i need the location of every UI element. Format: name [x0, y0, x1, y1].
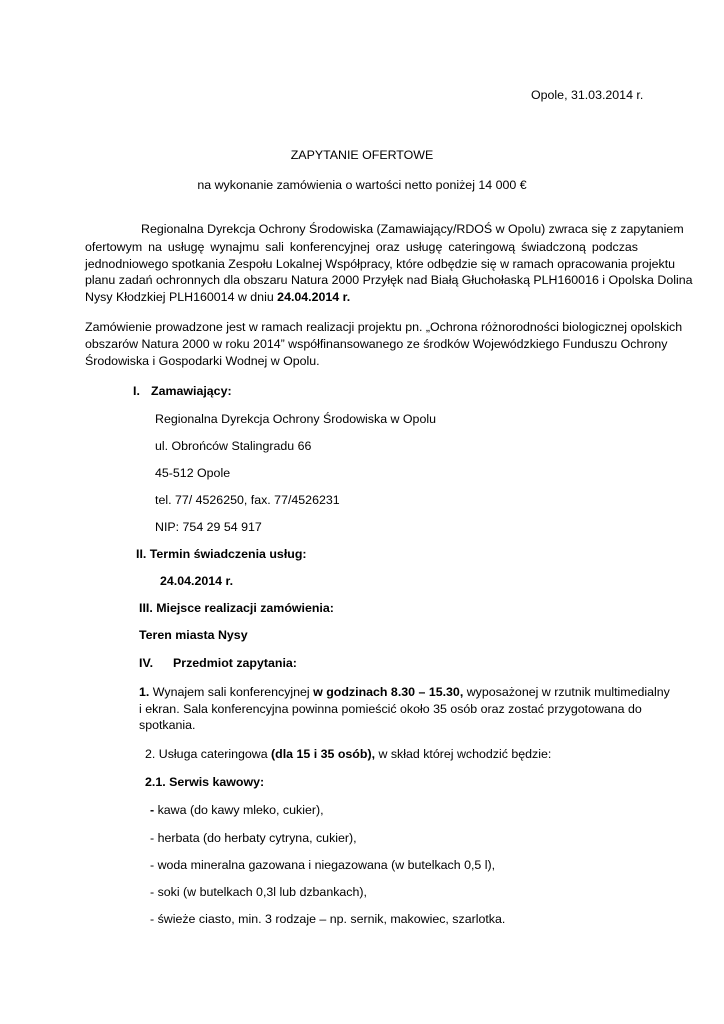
item-1-hours: w godzinach 8.30 – 15.30,	[313, 685, 464, 699]
project-line: Zamówienie prowadzone jest w ramach realizacji projektu pn. „Ochrona różnorodności biologicznej opolskich	[85, 320, 683, 334]
orderer-street: ul. Obrońców Stalingradu 66	[155, 439, 312, 453]
coffee-item-text: kawa (do kawy mleko, cukier),	[157, 803, 324, 817]
coffee-item	[150, 803, 324, 818]
document-subtitle: na wykonanie zamówienia o wartości netto poniżej 14 000 €	[197, 178, 527, 192]
service-date: 24.04.2014 r.	[160, 574, 234, 588]
item-2-1-heading: 2.1. Serwis kawowy:	[145, 775, 265, 789]
section-4-heading: Przedmiot zapytania:	[173, 656, 297, 670]
project-line: Środowiska i Gospodarki Wodnej w Opolu.	[85, 354, 320, 368]
intro-line: planu zadań ochronnych dla obszaru Natura 2000 Przyłęk nad Białą Głuchołaską PLH160016 i Opolska Dolina	[85, 273, 693, 287]
coffee-item: - herbata (do herbaty cytryna, cukier),	[150, 831, 357, 845]
intro-text: Nysy Kłodzkiej PLH160014 w dniu	[85, 290, 278, 304]
coffee-item: - woda mineralna gazowana i niegazowana (w butelkach 0,5 l),	[150, 858, 496, 872]
item-1-text: wyposażonej w rzutnik multimedialny	[463, 685, 670, 699]
item-2-line	[145, 747, 551, 762]
document-title: ZAPYTANIE OFERTOWE	[290, 148, 434, 162]
item-1-line: i ekran. Sala konferencyjna powinna pomieścić około 35 osób oraz zostać przygotowana do	[139, 702, 642, 716]
item-1-number: 1.	[139, 685, 150, 699]
section-1-numeral: I.	[133, 384, 140, 398]
section-4-numeral: IV.	[139, 656, 154, 670]
section-3-heading: III. Miejsce realizacji zamówienia:	[139, 601, 334, 615]
item-2-text: 2. Usługa cateringowa	[145, 747, 272, 761]
project-line: obszarów Natura 2000 w roku 2014” współfinansowanego ze środków Wojewódzkiego Funduszu Ochrony	[85, 337, 668, 351]
intro-line: ofertowym na usługę wynajmu sali konferencyjnej oraz usługę cateringową świadczoną podczas	[85, 240, 638, 254]
item-2-text: w skład której wchodzić będzie:	[375, 747, 552, 761]
orderer-phone: tel. 77/ 4526250, fax. 77/4526231	[155, 493, 340, 507]
meeting-date: 24.04.2014 r.	[277, 290, 351, 304]
orderer-city: 45-512 Opole	[155, 466, 231, 480]
section-2-heading: II. Termin świadczenia usług:	[136, 547, 307, 561]
orderer-name: Regionalna Dyrekcja Ochrony Środowiska w Opolu	[155, 412, 436, 426]
place-date: Opole, 31.03.2014 r.	[531, 88, 644, 102]
service-place: Teren miasta Nysy	[139, 628, 248, 642]
item-1-text: Wynajem sali konferencyjnej	[149, 685, 314, 699]
bullet-dash: -	[150, 803, 158, 817]
intro-line	[85, 290, 350, 305]
item-1-line	[139, 685, 670, 700]
section-1-heading: Zamawiający:	[151, 384, 232, 398]
coffee-item: - świeże ciasto, min. 3 rodzaje – np. sernik, makowiec, szarlotka.	[150, 912, 506, 926]
intro-line: Regionalna Dyrekcja Ochrony Środowiska (Zamawiający/RDOŚ w Opolu) zwraca się z zapytaniem	[141, 222, 684, 236]
item-1-line: spotkania.	[139, 718, 196, 732]
item-2-persons: (dla 15 i 35 osób),	[271, 747, 376, 761]
orderer-nip: NIP: 754 29 54 917	[155, 520, 262, 534]
intro-line: jednodniowego spotkania Zespołu Lokalnej Współpracy, które odbędzie się w ramach opracowania projektu	[85, 257, 676, 271]
coffee-item: - soki (w butelkach 0,3l lub dzbankach),	[150, 885, 367, 899]
